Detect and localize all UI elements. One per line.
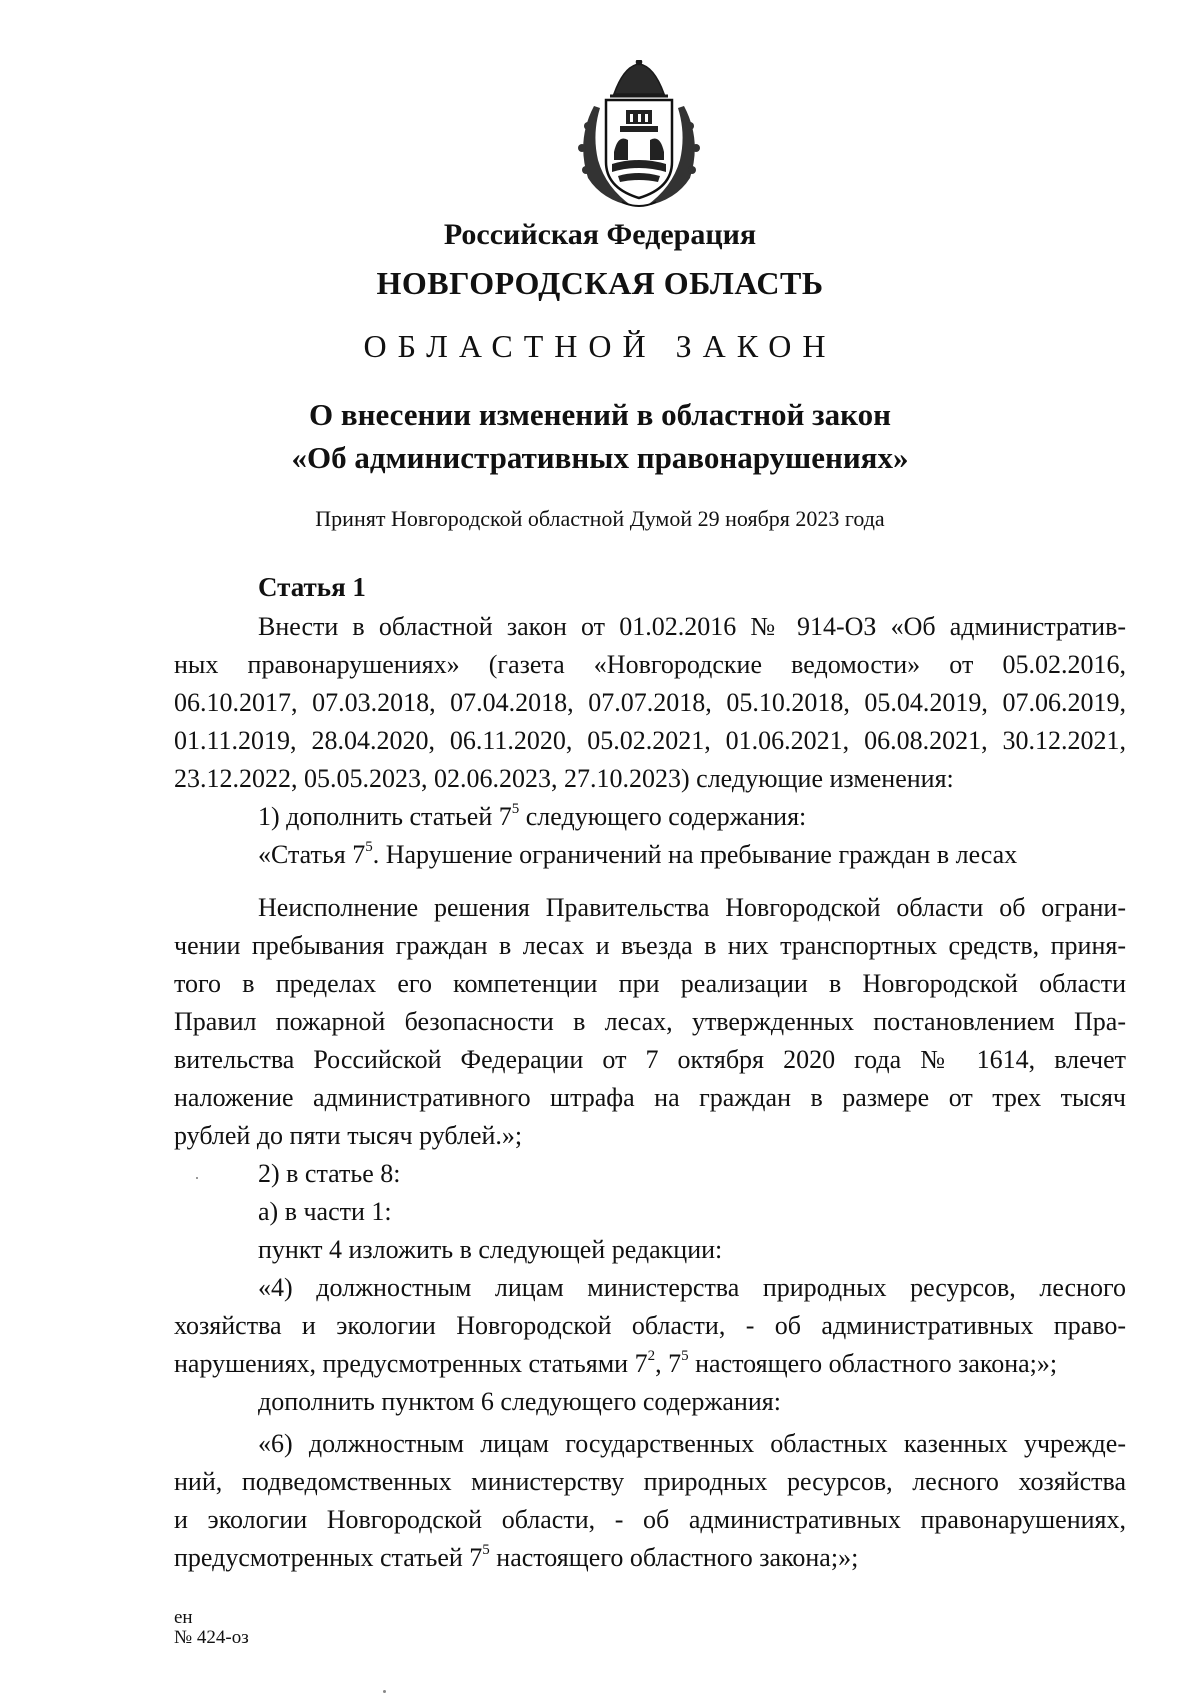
- law-number: № 424-оз: [174, 1627, 249, 1648]
- new-article-line: чении пребывания граждан в лесах и въезда в них транспортных средств, приня-: [174, 931, 1126, 960]
- document-footer: [174, 1608, 249, 1648]
- federation-name: Российская Федерация: [443, 218, 757, 251]
- new-article-line: Неисполнение решения Правительства Новгородской области об ограни-: [258, 893, 1126, 922]
- new-article-heading: «Статья $7^5$. Нарушение ограничений на пребывание граждан в лесах: [258, 839, 1018, 869]
- point-4-line: хозяйства и экологии Новгородской области, - об административных право-: [174, 1311, 1126, 1340]
- point-6-line: «6) должностным лицам государственных областных казенных учрежде-: [258, 1429, 1126, 1458]
- intro-line: 01.11.2019, 28.04.2020, 06.11.2020, 05.02.2021, 01.06.2021, 06.08.2021, 30.12.2021,: [174, 726, 1126, 755]
- law-title-line-2: «Об административных правонарушениях»: [291, 440, 909, 475]
- intro-line: ных правонарушениях» (газета «Новгородские ведомости» от 05.02.2016,: [174, 650, 1126, 679]
- add-point-6-intro: дополнить пунктом 6 следующего содержания:: [258, 1387, 781, 1416]
- amendment-point-4-intro: пункт 4 изложить в следующей редакции:: [258, 1235, 723, 1264]
- executor-initials: ен: [174, 1607, 193, 1628]
- scan-speck: [196, 1177, 198, 1179]
- amendment-item-2a: а) в части 1:: [258, 1197, 392, 1226]
- intro-line: 06.10.2017, 07.03.2018, 07.04.2018, 07.07.2018, 05.10.2018, 05.04.2019, 07.06.2019,: [174, 688, 1126, 717]
- point-4-line: нарушениях, предусмотренных статьями $7^2$, $7^5$ настоящего областного закона;»;: [174, 1348, 1058, 1378]
- coat-of-arms-icon: [566, 60, 712, 210]
- new-article-line: рублей до пяти тысяч рублей.»;: [174, 1121, 523, 1150]
- new-article-line: Правил пожарной безопасности в лесах, утвержденных постановлением Пра-: [174, 1007, 1126, 1036]
- law-type: ОБЛАСТНОЙ ЗАКОН: [363, 328, 837, 364]
- point-6-line: предусмотренных статьей $7^5$ настоящего областного закона;»;: [174, 1542, 859, 1572]
- new-article-line: того в пределах его компетенции при реализации в Новгородской области: [174, 969, 1126, 998]
- point-6-line: ний, подведомственных министерству природных ресурсов, лесного хозяйства: [174, 1467, 1126, 1496]
- point-6-line: и экологии Новгородской области, - об административных правонарушениях,: [174, 1505, 1126, 1534]
- scan-speck: [383, 1690, 386, 1693]
- region-name: НОВГОРОДСКАЯ ОБЛАСТЬ: [376, 265, 824, 301]
- new-article-line: наложение административного штрафа на граждан в размере от трех тысяч: [174, 1083, 1126, 1112]
- article-heading: Статья 1: [258, 572, 366, 602]
- point-4-line: «4) должностным лицам министерства природных ресурсов, лесного: [258, 1273, 1126, 1302]
- intro-line: 23.12.2022, 05.05.2023, 02.06.2023, 27.10.2023) следующие изменения:: [174, 764, 954, 793]
- adoption-note: Принят Новгородской областной Думой 29 ноября 2023 года: [315, 506, 885, 531]
- article-body: [174, 608, 1126, 1577]
- new-article-line: вительства Российской Федерации от 7 октября 2020 года № 1614, влечет: [174, 1045, 1126, 1074]
- amendment-item-1: 1) дополнить статьей $7^5$ следующего содержания:: [258, 801, 807, 831]
- intro-line: Внести в областной закон от 01.02.2016 № 914-ОЗ «Об административ-: [258, 612, 1126, 641]
- amendment-item-2: 2) в статье 8:: [258, 1159, 401, 1188]
- law-title-line-1: О внесении изменений в областной закон: [309, 397, 891, 432]
